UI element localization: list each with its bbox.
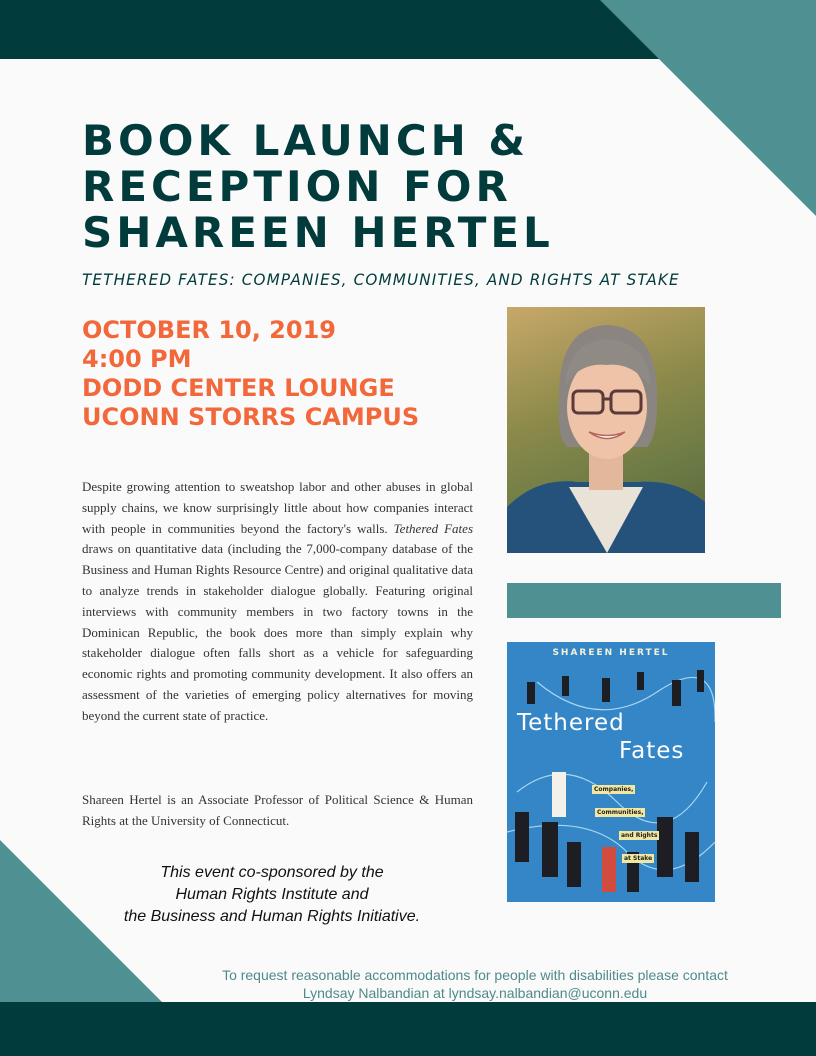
cover-author: SHAREEN HERTEL xyxy=(552,648,670,658)
contact-line-2: Lyndsay Nalbandian at lyndsay.nalbandian@uconn.edu xyxy=(302,985,648,1001)
accommodations-contact xyxy=(180,966,770,1002)
author-bio: Shareen Hertel is an Associate Professor of Political Science & Human Rights at the University of Connecticut. xyxy=(82,792,473,828)
cover-tag-1: Companies, xyxy=(594,786,634,793)
book-subtitle: TETHERED FATES: COMPANIES, COMMUNITIES, AND RIGHTS AT STAKE xyxy=(82,270,680,289)
bottom-band xyxy=(0,1002,816,1056)
event-title xyxy=(82,118,602,256)
author-portrait xyxy=(507,307,705,553)
sponsor-line-3: the Business and Human Rights Initiative. xyxy=(123,908,421,925)
cover-tag-3: and Rights xyxy=(621,832,658,839)
event-venue: DODD CENTER LOUNGE xyxy=(82,374,395,402)
book-description xyxy=(82,477,473,727)
cover-title-line-2: Fates xyxy=(619,738,685,764)
sponsor-note xyxy=(82,862,462,928)
book-cover xyxy=(507,642,715,902)
title-line-2: RECEPTION FOR xyxy=(82,162,512,211)
event-campus: UCONN STORRS CAMPUS xyxy=(82,403,420,431)
cover-tag-4: at Stake xyxy=(624,855,653,862)
title-line-1: BOOK LAUNCH & xyxy=(82,116,530,165)
sponsor-line-2: Human Rights Institute and xyxy=(175,886,369,903)
sponsor-line-1: This event co-sponsored by the xyxy=(160,864,384,881)
event-time: 4:00 PM xyxy=(82,345,192,373)
description-part-2: draws on quantitative data (including the 7,000-company database of the Business and Human Rights Resource Centre) and original qualitative data to analyze trends in stakeholder dialogue globally. Featuring original interviews with community members in two factory towns in the Dominican Republic, the book does more than simply explain why stakeholder dialogue often falls short as a vehicle for safeguarding economic rights and promoting community development. It also offers an assessment of the varieties of emerging policy alternatives for moving beyond the current state of practice. xyxy=(82,541,473,723)
description-part-1: Despite growing attention to sweatshop labor and other abuses in global supply chains, we know surprisingly little about how companies interact with people in communities beyond the factory's walls. xyxy=(82,479,473,536)
top-right-triangle xyxy=(590,0,816,216)
teal-divider xyxy=(507,583,781,618)
cover-tag-2: Communities, xyxy=(597,809,644,816)
title-line-3: SHAREEN HERTEL xyxy=(82,208,554,257)
event-details xyxy=(82,316,482,432)
description-book-title: Tethered Fates xyxy=(393,520,474,536)
cover-title-line-1: Tethered xyxy=(517,710,625,736)
contact-line-1: To request reasonable accommodations for people with disabilities please contact xyxy=(222,967,728,983)
event-date: OCTOBER 10, 2019 xyxy=(82,316,336,344)
